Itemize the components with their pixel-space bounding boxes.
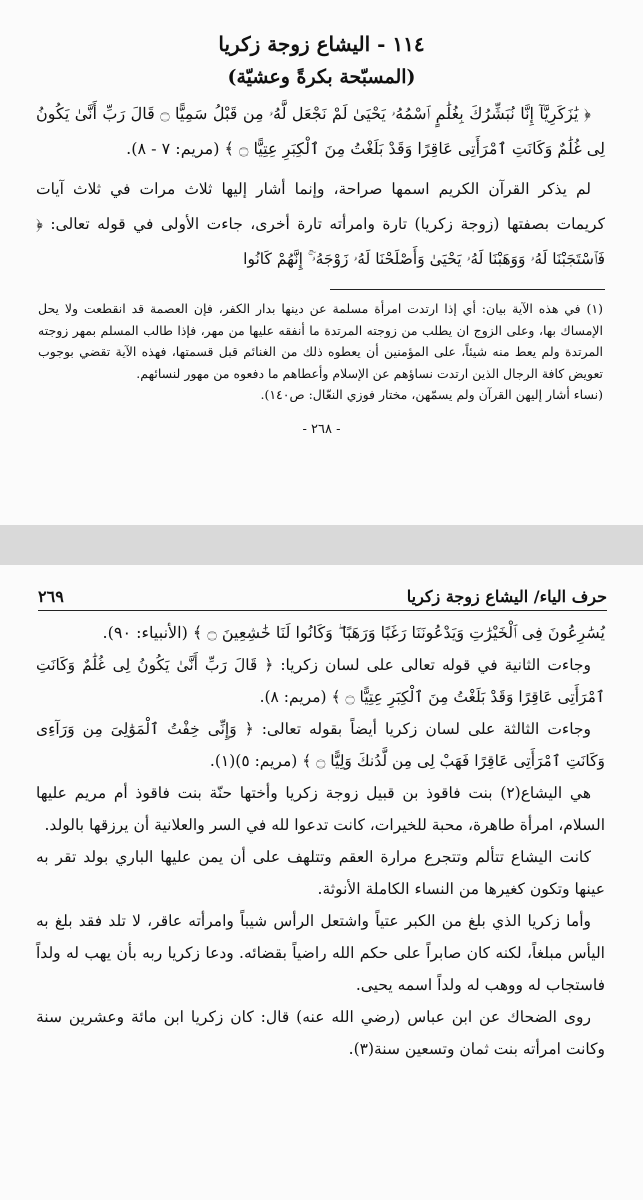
- footnote-1: (١) في هذه الآية بيان: أي إذا ارتدت امرأة مسلمة عن دينها بدار الكفر، فإن العصمة قد انقطعت ولا يحل الإمساك بها، وعلى الزوج ان يطلب من زوجته المرتدة ما أنفقه عليها من مهر، فإذا طالب المسلم بمهر زوجته المرتدة ولم يعط منه شيئاً، على المؤمنين أن يعطوه ذلك من الغنائم قبل قسمتها، فهذه الآية تقضي بوجوب تعويض كافة الرجال الذين ارتدت نساؤهم عن الإسلام وأعطاهم ما دفعوه من مهور لنسائهم.: [38, 301, 603, 381]
- page-268: [0, 0, 643, 525]
- verse-anbiya-90: يُسَٰرِعُونَ فِى ٱلْخَيْرَٰتِ وَيَدْعُونَنَا رَغَبًا وَرَهَبًا ۖ وَكَانُوا لَنَا خَٰشِعِينَ ۝ ﴾ (الأنبياء: ٩٠).: [102, 623, 605, 642]
- page-269: [0, 565, 643, 1200]
- page-number: - ٢٦٨ -: [302, 421, 341, 437]
- header-page-number: ٢٦٩: [38, 587, 64, 606]
- chapter-title: ١١٤ - اليشاع زوجة زكريا: [218, 32, 425, 56]
- biography-paragraph: هي اليشاع(٢) بنت فاقوذ بن قبيل زوجة زكريا وأختها حنّة بنت فاقوذ أم مريم عليها السلام، امرأة طاهرة، محبة للخيرات، كانت تدعوا لله في السر والعلانية أن يرزقها بالولد.: [36, 784, 605, 834]
- footnote-divider: [330, 289, 605, 290]
- running-header: [38, 587, 607, 606]
- verse-maryam-7-8: ﴿ يَٰزَكَرِيَّآ إِنَّا نُبَشِّرُكَ بِغُلَٰمٍ ٱسْمُهُۥ يَحْيَىٰ لَمْ نَجْعَل لَّهُۥ مِن قَبْلُ سَمِيًّا ۝ قَالَ رَبِّ أَنَّىٰ يَكُونُ لِى غُلَٰمٌ وَكَانَتِ ٱمْرَأَتِى عَاقِرًا وَقَدْ بَلَغْتُ مِنَ ٱلْكِبَرِ عِتِيًّا ۝ ﴾ (مريم: ٧ - ٨).: [36, 104, 605, 158]
- ibn-abbas-paragraph: روى الضحاك عن ابن عباس (رضي الله عنه) قال: كان زكريا ابن مائة وعشرين سنة وكانت امرأته بنت ثمان وتسعين سنة(٣).: [36, 1008, 605, 1058]
- intro-paragraph: لم يذكر القرآن الكريم اسمها صراحة، وإنما أشار إليها ثلاث مرات في ثلاث آيات كريمات بصفتها (زوجة زكريا) تارة وامرأته تارة أخرى، جاءت الأولى في قوله تعالى: ﴿ فَٱسْتَجَبْنَا لَهُۥ وَوَهَبْنَا لَهُۥ يَحْيَىٰ وَأَصْلَحْنَا لَهُۥ زَوْجَهُۥٓ ۚ إِنَّهُمْ كَانُوا: [36, 180, 605, 268]
- header-title: حرف الياء/ اليشاع زوجة زكريا: [406, 587, 607, 606]
- second-verse-paragraph: وجاءت الثانية في قوله تعالى على لسان زكريا: ﴿ قَالَ رَبِّ أَنَّىٰ يَكُونُ لِى غُلَٰمٌ وَكَانَتِ ٱمْرَأَتِى عَاقِرًا وَقَدْ بَلَغْتُ مِنَ ٱلْكِبَرِ عِتِيًّا ۝ ﴾ (مريم: ٨).: [36, 656, 605, 706]
- chapter-subtitle: (المسبّحة بكرةً وعشيّة): [227, 66, 416, 88]
- footnote-source: (نساء أشار إليهن القرآن ولم يسمّهن، مختار فوزي النعّال: ص١٤٠).: [260, 387, 603, 402]
- header-divider: [38, 610, 607, 611]
- zakariya-paragraph: وأما زكريا الذي بلغ من الكبر عتياً واشتعل الرأس شيباً وامرأته عاقر، لا تلد فقد بلغ به اليأس مبلغاً، لكنه كان صابراً على حكم الله راضياً بقضائه. ودعا زكريا ربه بأن يهب له ولداً فاستجاب له ووهب له ولداً اسمه يحيى.: [36, 912, 605, 994]
- longing-paragraph: كانت اليشاع تتألم وتتجرع مرارة العقم وتتلهف على أن يمن عليها الباري بولد تقر به عينها وتكون كغيرها من النساء الكاملة الأنوثة.: [36, 848, 605, 898]
- third-verse-paragraph: وجاءت الثالثة على لسان زكريا أيضاً بقوله تعالى: ﴿ وَإِنِّى خِفْتُ ٱلْمَوَٰلِىَ مِن وَرَآءِى وَكَانَتِ ٱمْرَأَتِى عَاقِرًا فَهَبْ لِى مِن لَّدُنكَ وَلِيًّا ۝ ﴾ (مريم: ٥)(١).: [36, 720, 605, 770]
